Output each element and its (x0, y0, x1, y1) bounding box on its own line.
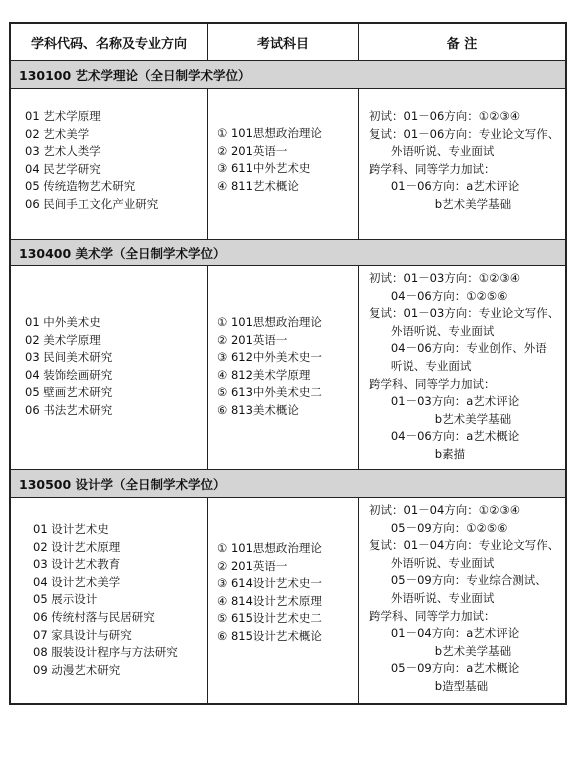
list-item: ⑤ 615设计艺术史二 (217, 611, 322, 626)
section-divider (11, 497, 565, 498)
list-item: 05 壁画艺术研究 (25, 385, 113, 400)
subjects-130500 (217, 540, 322, 646)
list-item: ② 201英语一 (217, 558, 288, 573)
directions-130500 (33, 521, 178, 679)
col-divider (207, 266, 208, 469)
section-title-130400: 130400 美术学（全日制学术学位） (11, 240, 565, 265)
list-item: 01－03方向：a艺术评论 (369, 394, 520, 409)
list-item: 复试：01－06方向：专业论文写作、 (369, 126, 560, 141)
list-item: 外语听说、专业面试 (369, 144, 495, 159)
list-item: ③ 614设计艺术史一 (217, 576, 322, 591)
list-item: b素描 (369, 446, 466, 461)
list-item: 跨学科、同等学力加试： (369, 376, 496, 391)
list-item: 02 设计艺术原理 (33, 539, 121, 554)
list-item: 01 中外美术史 (25, 315, 101, 329)
list-item: ③ 611中外艺术史 (217, 161, 311, 176)
col-divider (358, 24, 359, 60)
col-divider (358, 498, 359, 703)
section-divider (11, 88, 565, 89)
list-item: ③ 612中外美术史一 (217, 350, 322, 365)
list-item: 06 民间手工文化产业研究 (25, 196, 159, 211)
list-item: 02 美术学原理 (25, 332, 101, 347)
list-item: 跨学科、同等学力加试： (369, 608, 496, 623)
list-item: 外语听说、专业面试 (369, 555, 495, 570)
list-item: b艺术美学基础 (369, 643, 512, 658)
list-item: 复试：01－03方向：专业论文写作、 (369, 306, 560, 321)
col-divider (207, 498, 208, 703)
list-item: ① 101思想政治理论 (217, 541, 322, 555)
list-item: ⑥ 815设计艺术概论 (217, 628, 322, 643)
list-item: 01 艺术学原理 (25, 109, 101, 123)
col-divider (207, 89, 208, 239)
directions-130400 (25, 314, 112, 420)
list-item: 01 设计艺术史 (33, 522, 109, 536)
section-title-130500: 130500 设计学（全日制学术学位） (11, 470, 565, 497)
list-item: 听说、专业面试 (369, 358, 472, 373)
list-item: 03 民间美术研究 (25, 350, 113, 365)
col-divider (358, 89, 359, 239)
list-item: ② 201英语一 (217, 143, 288, 158)
list-item: 09 动漫艺术研究 (33, 662, 121, 677)
list-item: 08 服装设计程序与方法研究 (33, 645, 178, 660)
list-item: 04 设计艺术美学 (33, 574, 121, 589)
list-item: 跨学科、同等学力加试： (369, 161, 496, 176)
list-item: 05－09方向：a艺术概论 (369, 661, 520, 676)
list-item: 05 展示设计 (33, 592, 98, 607)
list-item: 04－06方向：专业创作、外语 (369, 341, 547, 356)
list-item: ④ 812美术学原理 (217, 367, 311, 382)
list-item: ④ 811艺术概论 (217, 178, 299, 193)
notes-130100 (369, 108, 559, 214)
col-divider (207, 24, 208, 60)
section-divider (11, 265, 565, 266)
list-item: 07 家具设计与研究 (33, 627, 132, 642)
list-item: 03 艺术人类学 (25, 144, 101, 159)
list-item: 06 传统村落与民居研究 (33, 609, 155, 624)
enrollment-table (9, 22, 567, 705)
list-item: 06 书法艺术研究 (25, 402, 113, 417)
list-item: b艺术美学基础 (369, 411, 512, 426)
list-item: 01－04方向：a艺术评论 (369, 626, 520, 641)
list-item: ⑥ 813美术概论 (217, 402, 299, 417)
header-exam-subjects: 考试科目 (256, 36, 309, 52)
notes-130400 (369, 270, 559, 464)
list-item: ④ 814设计艺术原理 (217, 593, 322, 608)
list-item: ② 201英语一 (217, 332, 288, 347)
list-item: 02 艺术美学 (25, 126, 90, 141)
subjects-130100 (217, 125, 322, 195)
list-item: 04 民艺学研究 (25, 161, 101, 176)
list-item: 初试：01－03方向：①②③④ (369, 271, 521, 285)
list-item: b造型基础 (369, 678, 489, 693)
subjects-130400 (217, 314, 322, 420)
directions-130100 (25, 108, 158, 214)
list-item: ① 101思想政治理论 (217, 126, 322, 140)
list-item: 外语听说、专业面试 (369, 323, 495, 338)
list-item: 复试：01－04方向：专业论文写作、 (369, 538, 560, 553)
list-item: 03 设计艺术教育 (33, 557, 121, 572)
list-item: b艺术美学基础 (369, 196, 512, 211)
list-item: 初试：01－04方向：①②③④ (369, 503, 521, 517)
section-title-130100: 130100 艺术学理论（全日制学术学位） (11, 61, 565, 88)
notes-130500 (369, 502, 559, 696)
list-item: 外语听说、专业面试 (369, 590, 495, 605)
header-remarks: 备 注 (446, 36, 478, 52)
list-item: 01－06方向：a艺术评论 (369, 179, 520, 194)
list-item: 04 装饰绘画研究 (25, 367, 113, 382)
list-item: ⑤ 613中外美术史二 (217, 385, 322, 400)
list-item: 05 传统造物艺术研究 (25, 179, 136, 194)
header-discipline: 学科代码、名称及专业方向 (30, 36, 187, 52)
list-item: 04－06方向：①②⑤⑥ (369, 288, 508, 303)
col-divider (358, 266, 359, 469)
list-item: 05－09方向：①②⑤⑥ (369, 520, 508, 535)
list-item: ① 101思想政治理论 (217, 315, 322, 329)
list-item: 05－09方向：专业综合测试、 (369, 573, 547, 588)
list-item: 04－06方向：a艺术概论 (369, 429, 520, 444)
list-item: 初试：01－06方向：①②③④ (369, 109, 521, 123)
